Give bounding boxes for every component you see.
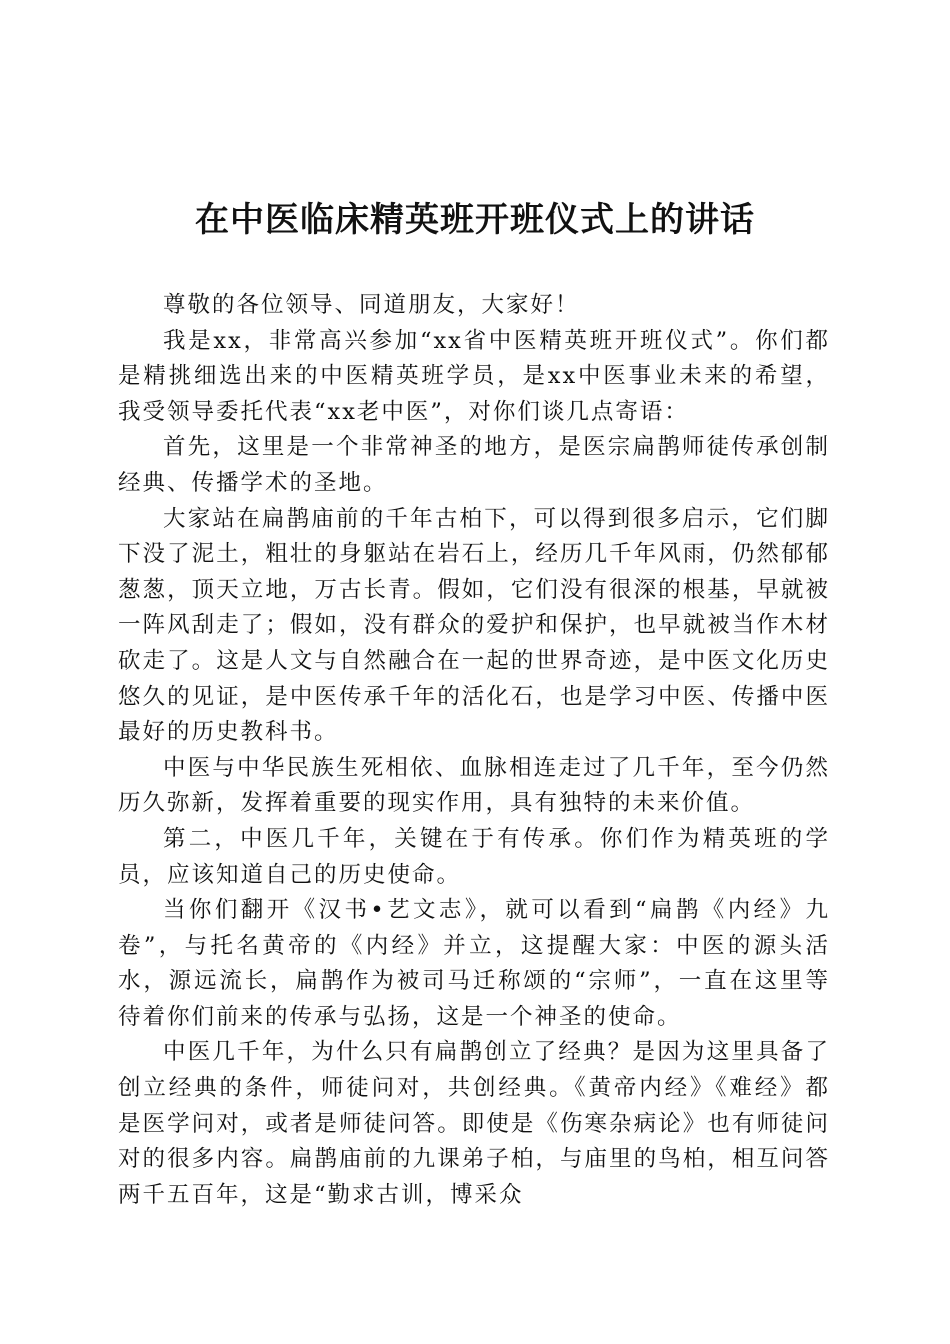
paragraph-ancient-cypress: 大家站在扁鹊庙前的千年古柏下，可以得到很多启示，它们脚下没了泥土，粗壮的身躯站在岩石上，经历几千年风雨，仍然郁郁葱葱，顶天立地，万古长青。假如，它们没有很深的根基，早就被一阵风刮走了；假如，没有群众的爱护和保护，也早就被当作木材砍走了。这是人文与自然融合在一起的世界奇迹，是中医文化历史悠久的见证，是中医传承千年的活化石，也是学习中医、传播中医最好的历史教科书。 <box>118 505 830 746</box>
paragraph-second-point: 第二，中医几千年，关键在于有传承。你们作为精英班的学员，应该知道自己的历史使命。 <box>118 825 830 888</box>
paragraph-introduction: 我是xx，非常高兴参加“xx省中医精英班开班仪式”。你们都是精挑细选出来的中医精英班学员，是xx中医事业未来的希望，我受领导委托代表“xx老中医”，对你们谈几点寄语： <box>118 327 830 425</box>
paragraph-classics: 中医几千年，为什么只有扁鹊创立了经典？是因为这里具备了创立经典的条件，师徒问对，共创经典。《黄帝内经》《难经》都是医学问对，或者是师徒问答。即使是《伤寒杂病论》也有师徒问对的很多内容。扁鹊庙前的九课弟子柏，与庙里的鸟柏，相互问答两千五百年，这是“勤求古训，博采众 <box>118 1039 830 1208</box>
paragraph-tcm-history: 中医与中华民族生死相依、血脉相连走过了几千年，至今仍然历久弥新，发挥着重要的现实作用，具有独特的未来价值。 <box>118 754 830 817</box>
document-body <box>118 288 830 1213</box>
paragraph-first-point: 首先，这里是一个非常神圣的地方，是医宗扁鹊师徒传承创制经典、传播学术的圣地。 <box>118 434 830 496</box>
paragraph-hanshu: 当你们翻开《汉书•艺文志》，就可以看到“扁鹊《内经》九卷”，与托名黄帝的《内经》并立，这提醒大家：中医的源头活水，源远流长，扁鹊作为被司马迁称颂的“宗师”，一直在这里等待着你们前来的传承与弘扬，这是一个神圣的使命。 <box>118 897 830 1030</box>
document-title: 在中医临床精英班开班仪式上的讲话 <box>195 200 755 240</box>
paragraph-greeting: 尊敬的各位领导、同道朋友，大家好！ <box>163 292 580 318</box>
